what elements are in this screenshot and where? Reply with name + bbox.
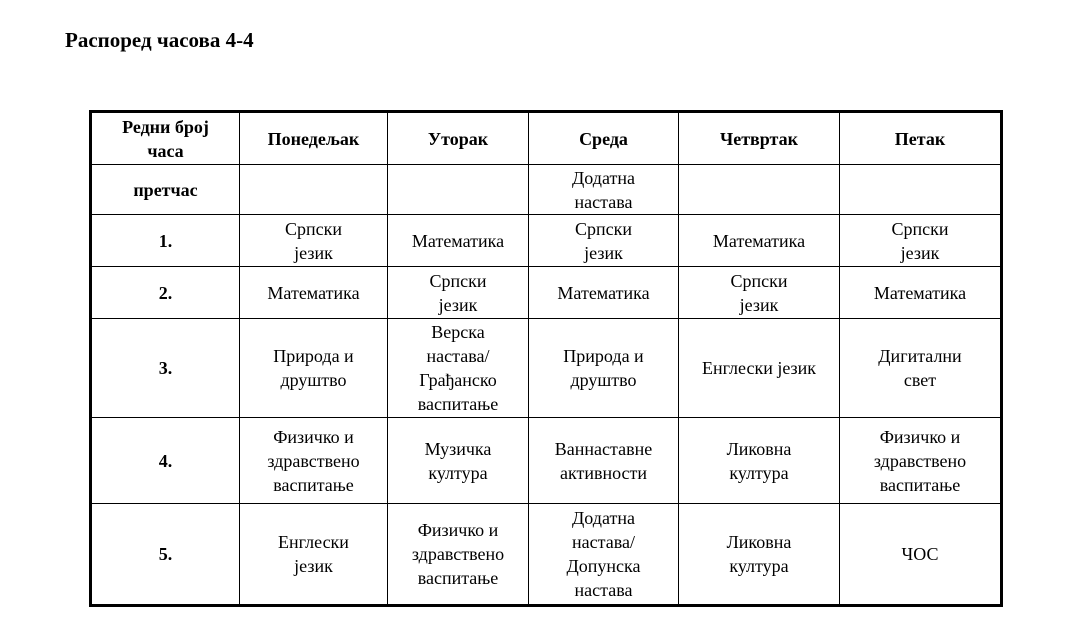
cell-tuesday: Верска настава/ Грађанско васпитање xyxy=(388,319,529,418)
cell-monday: Природа и друштво xyxy=(240,319,388,418)
lesson-number: 2. xyxy=(91,267,240,319)
cell-thursday: Ликовна култура xyxy=(679,504,840,606)
lesson-number: претчас xyxy=(91,165,240,215)
cell-wednesday: Српски језик xyxy=(529,215,679,267)
lesson-number: 4. xyxy=(91,418,240,504)
cell-thursday xyxy=(679,165,840,215)
cell-tuesday: Музичка култура xyxy=(388,418,529,504)
cell-friday: Дигитални свет xyxy=(840,319,1002,418)
cell-friday: Физичко и здравствено васпитање xyxy=(840,418,1002,504)
lesson-number: 3. xyxy=(91,319,240,418)
header-monday: Понедељак xyxy=(240,112,388,165)
cell-thursday: Енглески језик xyxy=(679,319,840,418)
cell-thursday: Математика xyxy=(679,215,840,267)
table-row xyxy=(91,319,1002,418)
table-row xyxy=(91,215,1002,267)
table-row xyxy=(91,165,1002,215)
cell-friday: ЧОС xyxy=(840,504,1002,606)
cell-thursday: Српски језик xyxy=(679,267,840,319)
cell-monday: Српски језик xyxy=(240,215,388,267)
header-thursday: Четвртак xyxy=(679,112,840,165)
header-lesson-number: Редни број часа xyxy=(91,112,240,165)
cell-wednesday: Додатна настава/ Допунска настава xyxy=(529,504,679,606)
table-row xyxy=(91,267,1002,319)
cell-friday: Математика xyxy=(840,267,1002,319)
table-row xyxy=(91,504,1002,606)
cell-tuesday: Српски језик xyxy=(388,267,529,319)
cell-tuesday xyxy=(388,165,529,215)
lesson-number: 1. xyxy=(91,215,240,267)
cell-wednesday: Додатна настава xyxy=(529,165,679,215)
cell-friday xyxy=(840,165,1002,215)
cell-thursday: Ликовна култура xyxy=(679,418,840,504)
header-tuesday: Уторак xyxy=(388,112,529,165)
cell-wednesday: Ваннаставне активности xyxy=(529,418,679,504)
lesson-number: 5. xyxy=(91,504,240,606)
table-row xyxy=(91,418,1002,504)
cell-monday: Математика xyxy=(240,267,388,319)
cell-wednesday: Природа и друштво xyxy=(529,319,679,418)
header-row xyxy=(91,112,1002,165)
cell-monday xyxy=(240,165,388,215)
header-friday: Петак xyxy=(840,112,1002,165)
cell-friday: Српски језик xyxy=(840,215,1002,267)
cell-monday: Физичко и здравствено васпитање xyxy=(240,418,388,504)
cell-tuesday: Математика xyxy=(388,215,529,267)
schedule-table xyxy=(89,110,1003,607)
cell-monday: Енглески језик xyxy=(240,504,388,606)
header-wednesday: Среда xyxy=(529,112,679,165)
cell-wednesday: Математика xyxy=(529,267,679,319)
cell-tuesday: Физичко и здравствено васпитање xyxy=(388,504,529,606)
page-title: Распоред часова 4-4 xyxy=(65,28,254,52)
